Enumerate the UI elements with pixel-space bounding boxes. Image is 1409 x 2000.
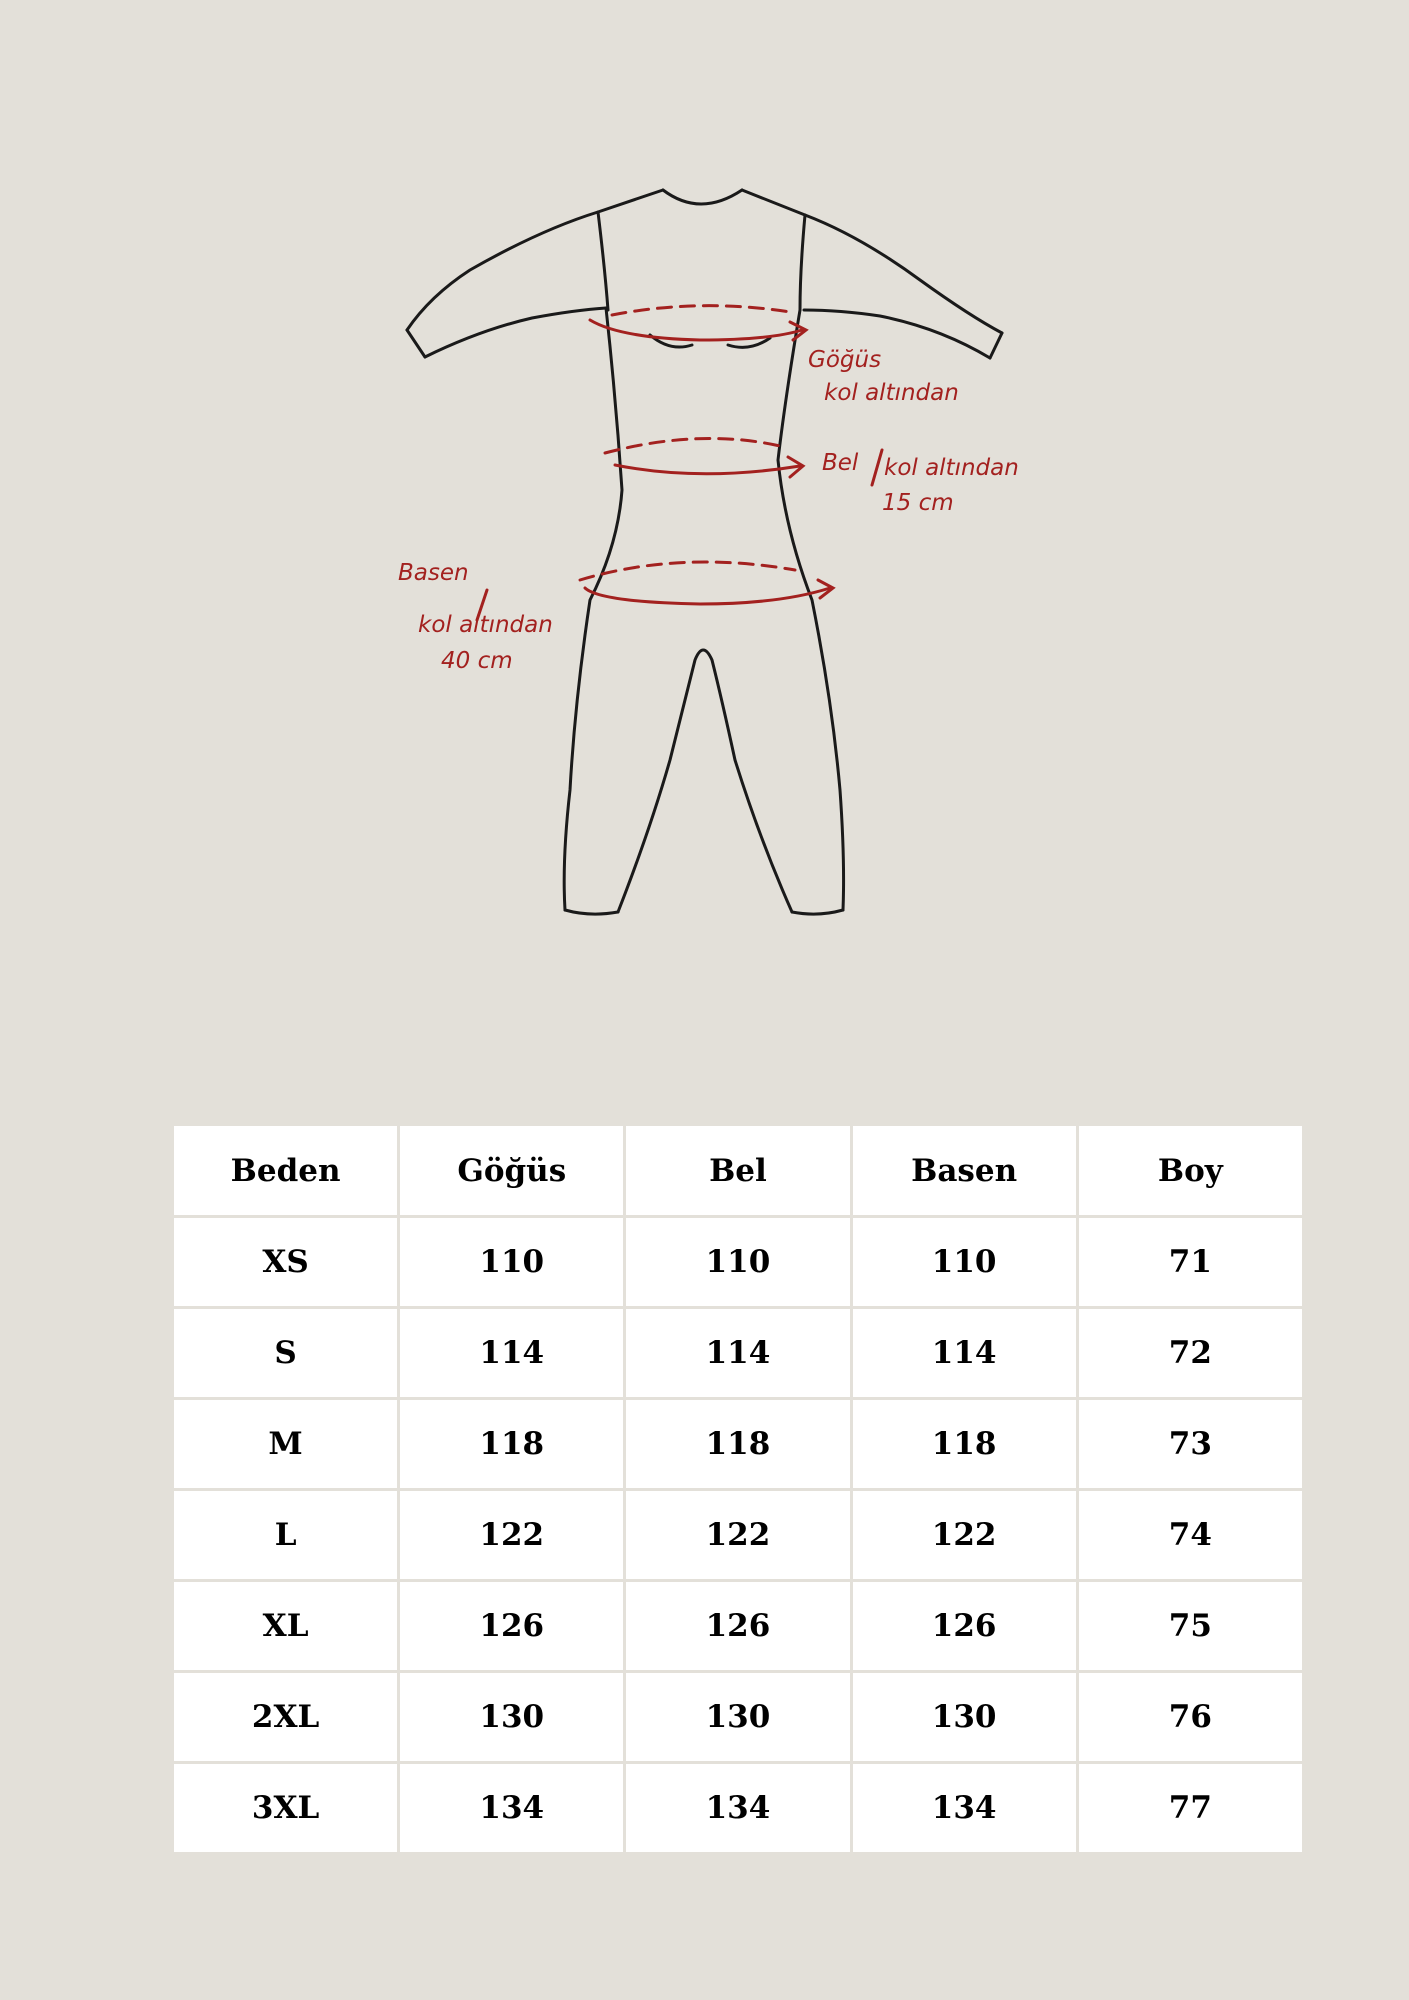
waist-cell: 118 bbox=[625, 1399, 851, 1490]
header-cell: Basen bbox=[851, 1125, 1077, 1217]
chest-cell: 110 bbox=[399, 1217, 625, 1308]
header-cell: Beden bbox=[173, 1125, 399, 1217]
jumpsuit-outline bbox=[407, 190, 1002, 914]
size-cell: M bbox=[173, 1399, 399, 1490]
waist-cell: 114 bbox=[625, 1308, 851, 1399]
table-header-row bbox=[173, 1125, 1304, 1217]
waist-cell: 130 bbox=[625, 1672, 851, 1763]
length-cell: 71 bbox=[1077, 1217, 1303, 1308]
table-row bbox=[173, 1490, 1304, 1581]
chest-label: Göğüs bbox=[808, 347, 882, 373]
chest-cell: 122 bbox=[399, 1490, 625, 1581]
chest-cell: 126 bbox=[399, 1581, 625, 1672]
length-cell: 77 bbox=[1077, 1763, 1303, 1854]
size-cell: XS bbox=[173, 1217, 399, 1308]
table-row bbox=[173, 1217, 1304, 1308]
chest-cell: 114 bbox=[399, 1308, 625, 1399]
chest-cell: 118 bbox=[399, 1399, 625, 1490]
waist-dashed-line bbox=[605, 438, 780, 453]
size-chart-table bbox=[171, 1123, 1305, 1855]
waist-offset: 15 cm bbox=[882, 490, 954, 516]
table-row bbox=[173, 1581, 1304, 1672]
hip-cell: 130 bbox=[851, 1672, 1077, 1763]
waist-slash bbox=[872, 450, 882, 485]
chest-cell: 130 bbox=[399, 1672, 625, 1763]
length-cell: 74 bbox=[1077, 1490, 1303, 1581]
chest-sublabel: kol altından bbox=[824, 380, 959, 406]
table-row bbox=[173, 1308, 1304, 1399]
hip-label: Basen bbox=[398, 560, 469, 586]
waist-sublabel: kol altından bbox=[884, 455, 1019, 481]
size-cell: 2XL bbox=[173, 1672, 399, 1763]
header-cell: Boy bbox=[1077, 1125, 1303, 1217]
header-cell: Göğüs bbox=[399, 1125, 625, 1217]
table-row bbox=[173, 1399, 1304, 1490]
waist-label: Bel bbox=[822, 450, 859, 476]
chest-arrow bbox=[590, 320, 802, 340]
size-cell: L bbox=[173, 1490, 399, 1581]
length-cell: 76 bbox=[1077, 1672, 1303, 1763]
table-row bbox=[173, 1672, 1304, 1763]
hip-cell: 118 bbox=[851, 1399, 1077, 1490]
waist-cell: 134 bbox=[625, 1763, 851, 1854]
hip-cell: 126 bbox=[851, 1581, 1077, 1672]
hip-cell: 134 bbox=[851, 1763, 1077, 1854]
length-cell: 75 bbox=[1077, 1581, 1303, 1672]
length-cell: 73 bbox=[1077, 1399, 1303, 1490]
length-cell: 72 bbox=[1077, 1308, 1303, 1399]
chest-cell: 134 bbox=[399, 1763, 625, 1854]
hip-cell: 122 bbox=[851, 1490, 1077, 1581]
size-cell: S bbox=[173, 1308, 399, 1399]
waist-cell: 110 bbox=[625, 1217, 851, 1308]
hip-cell: 114 bbox=[851, 1308, 1077, 1399]
size-cell: 3XL bbox=[173, 1763, 399, 1854]
waist-cell: 122 bbox=[625, 1490, 851, 1581]
chest-dashed-line bbox=[612, 306, 790, 315]
waist-cell: 126 bbox=[625, 1581, 851, 1672]
header-cell: Bel bbox=[625, 1125, 851, 1217]
hip-offset: 40 cm bbox=[441, 648, 513, 674]
hip-cell: 110 bbox=[851, 1217, 1077, 1308]
waist-arrow bbox=[615, 465, 800, 474]
hip-dashed-line bbox=[580, 562, 795, 580]
table-row bbox=[173, 1763, 1304, 1854]
hip-arrow bbox=[585, 588, 830, 604]
size-cell: XL bbox=[173, 1581, 399, 1672]
hip-sublabel: kol altından bbox=[418, 612, 553, 638]
